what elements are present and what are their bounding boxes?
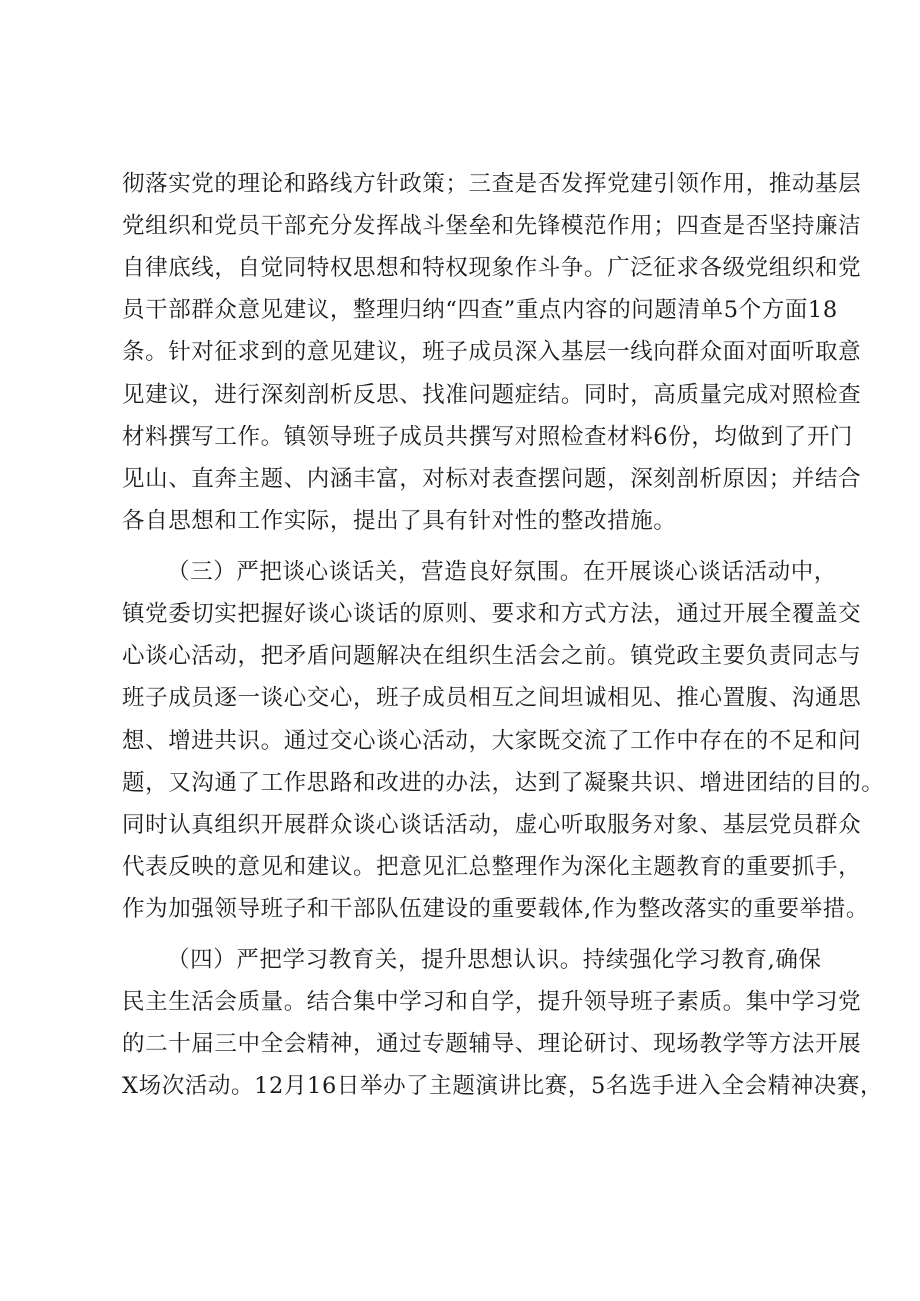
text-line: 镇党委切实把握好谈心谈话的原则、要求和方式方法，通过开展全覆盖交 xyxy=(122,601,862,627)
text-line: 民主生活会质量。结合集中学习和自学，提升领导班子素质。集中学习党 xyxy=(122,989,862,1015)
text-line: 见建议，进行深刻剖析反思、找准问题症结。同时，高质量完成对照检查 xyxy=(122,382,862,408)
text-line: 同时认真组织开展群众谈心谈话活动，虚心听取服务对象、基层党员群众 xyxy=(122,812,862,838)
section-heading-paragraph: （四）严把学习教育关，提升思想认识。持续强化学习教育,确保 xyxy=(167,947,822,973)
text-line: 作为加强领导班子和干部队伍建设的重要载体,作为整改落实的重要举措。 xyxy=(122,896,869,922)
text-line: 党组织和党员干部充分发挥战斗堡垒和先锋模范作用；四查是否坚持廉洁 xyxy=(122,213,862,239)
text-line: 班子成员逐一谈心交心，班子成员相互之间坦诚相见、推心置腹、沟通思 xyxy=(122,685,862,711)
text-line: 代表反映的意见和建议。把意见汇总整理作为深化主题教育的重要抓手， xyxy=(122,854,862,880)
text-line: 员干部群众意见建议，整理归纳“四查”重点内容的问题清单5个方面18 xyxy=(122,297,838,323)
text-line: 心谈心活动，把矛盾问题解决在组织生活会之前。镇党政主要负责同志与 xyxy=(122,643,862,669)
text-line: 想、增进共识。通过交心谈心活动，大家既交流了工作中存在的不足和问 xyxy=(122,728,862,754)
text-line: X场次活动。12月16日举办了主题演讲比赛，5名选手进入全会精神决赛， xyxy=(122,1073,884,1099)
section-heading-paragraph: （三）严把谈心谈话关，营造良好氛围。在开展谈心谈话活动中， xyxy=(167,559,837,585)
text-line: 题，又沟通了工作思路和改进的办法，达到了凝聚共识、增进团结的目的。 xyxy=(122,770,885,796)
text-line: 的二十届三中全会精神，通过专题辅导、理论研讨、现场教学等方法开展 xyxy=(122,1031,862,1057)
text-line: 自律底线，自觉同特权思想和特权现象作斗争。广泛征求各级党组织和党 xyxy=(122,255,862,281)
text-line: 材料撰写工作。镇领导班子成员共撰写对照检查材料6份，均做到了开门 xyxy=(122,424,854,450)
text-line: 各自思想和工作实际，提出了具有针对性的整改措施。 xyxy=(122,508,677,534)
text-line: 彻落实党的理论和路线方针政策；三查是否发挥党建引领作用，推动基层 xyxy=(122,171,862,197)
text-line: 条。针对征求到的意见建议，班子成员深入基层一线向群众面对面听取意 xyxy=(122,339,862,365)
text-line: 见山、直奔主题、内涵丰富，对标对表查摆问题，深刻剖析原因；并结合 xyxy=(122,466,862,492)
